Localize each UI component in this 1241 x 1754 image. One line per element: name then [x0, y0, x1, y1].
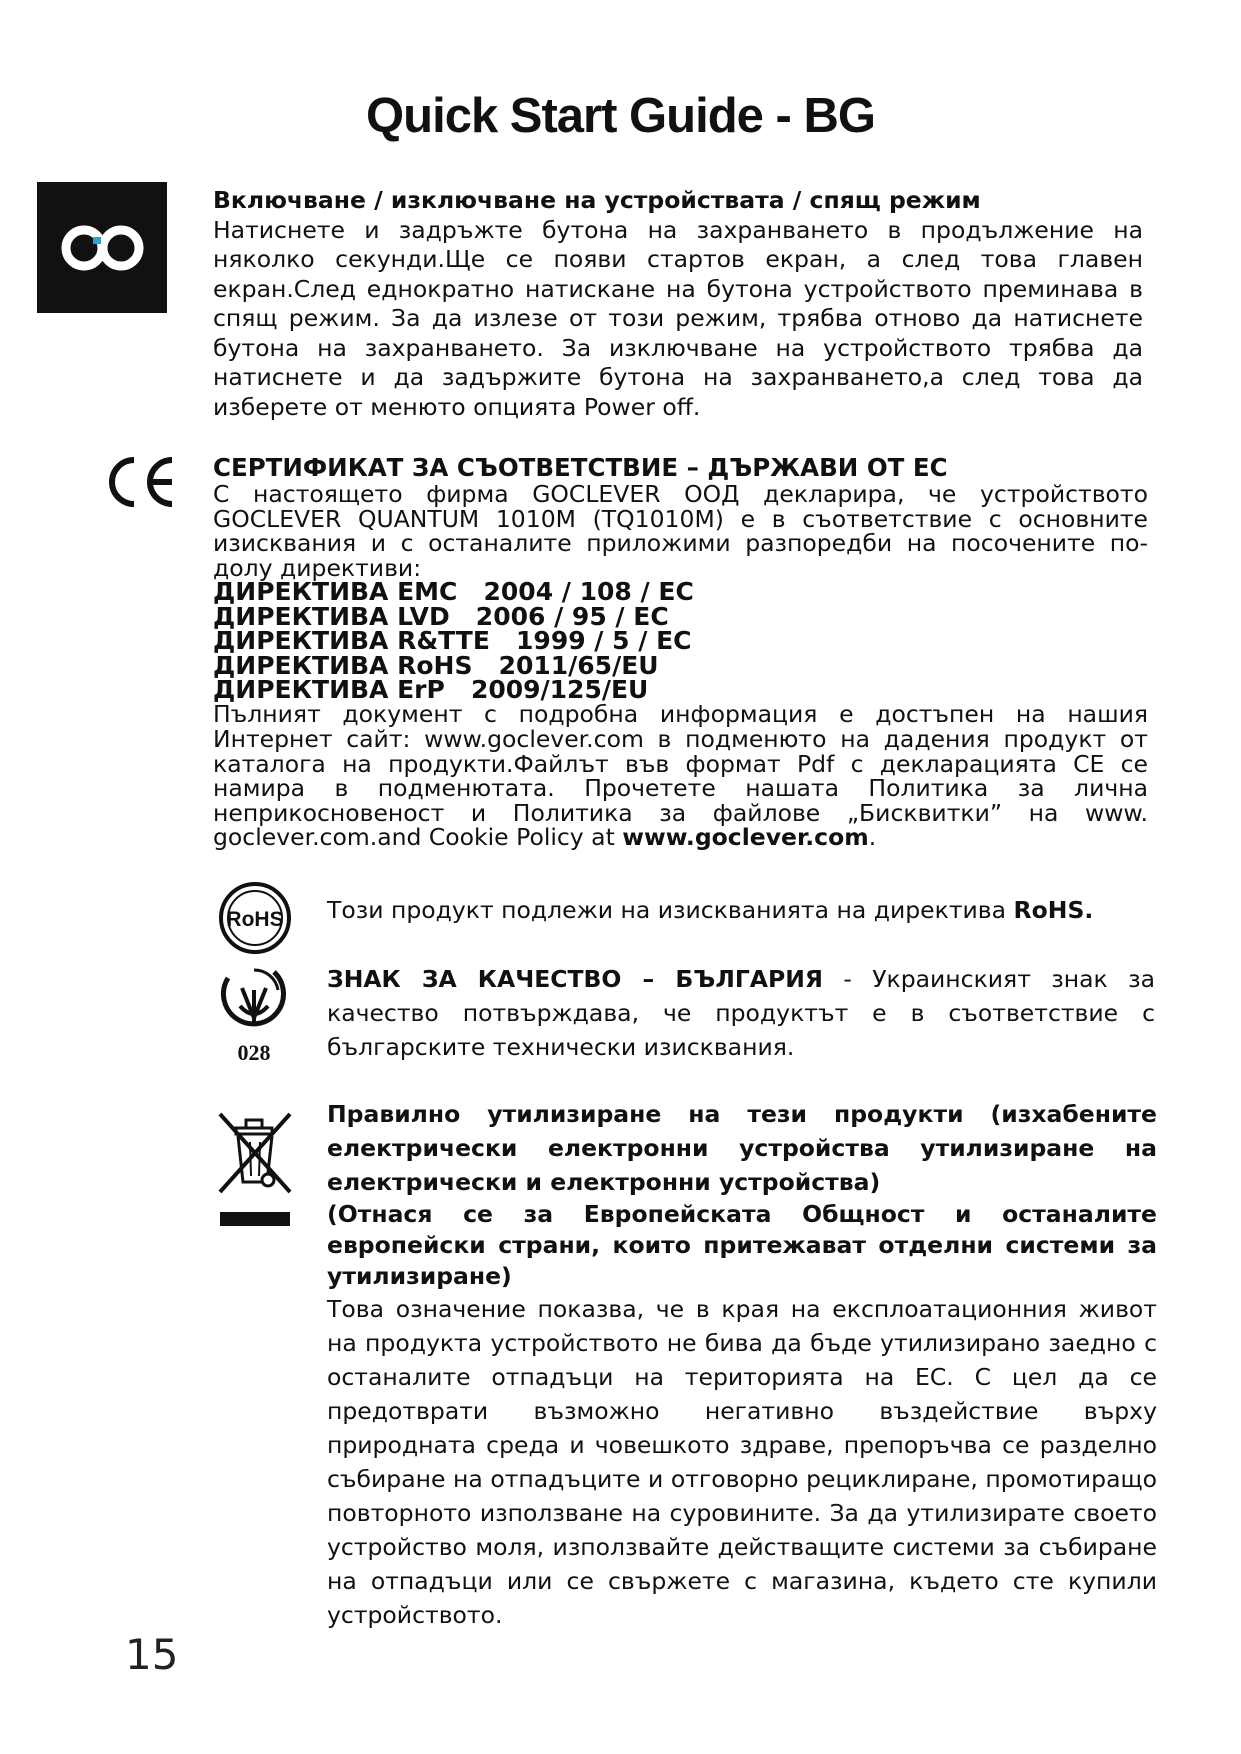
ce-mark-icon [100, 452, 180, 512]
rohs-icon [217, 880, 293, 956]
power-heading: Включване / изключване на устройствата / спящ режим [213, 186, 981, 214]
directive-item: ДИРЕКТИВА RoHS 2011/65/EU [213, 650, 659, 680]
power-section [213, 186, 1143, 422]
weee-body: Това означение показва, че в края на експлоатационния живот на продукта устройството не бива да бъде утилизирано заедно с останалите отпадъци на територията на ЕС. С цел да се предотврати възможно негативно въздействие върху природната среда и човешкото здраве, препоръчва се разделно събиране на отпадъците и отговорно рециклиране, промотиращо повторното използване на суровините. За да утилизирате своето устройство моля, използвайте действащите системи за събиране на отпадъци или се свържете с магазина, където сте купили устройството. [327, 1295, 1157, 1629]
page-title: Quick Start Guide - BG [366, 89, 875, 143]
quality-mark-icon [214, 960, 294, 1065]
directive-item: ДИРЕКТИВА R&TTE 1999 / 5 / EC [213, 626, 692, 656]
go-logo-icon [37, 182, 167, 313]
weee-section [327, 1097, 1157, 1632]
page-number: 15 [125, 1630, 179, 1679]
ce-outro-end: . [868, 823, 877, 852]
power-body: Натиснете и задръжте бутона на захранването в продължение на няколко секунди.Ще се появи стартов екран, а след това главен екран.След еднократно натискане на бутона устройството преминава в спящ режим. За да излезе от този режим, трябва отново да натиснете бутона на захранването. За изключване на устройството трябва да натиснете и да задържите бутона на захранването,а след това да изберете от менюто опцията Power off. [213, 215, 1143, 421]
quality-heading: ЗНАК ЗА КАЧЕСТВО – БЪЛГАРИЯ [327, 965, 823, 993]
quality-section [327, 962, 1155, 1064]
rohs-icon-label: RoHS [226, 908, 284, 931]
rohs-text-bold: RoHS. [1013, 896, 1094, 924]
ce-section [213, 454, 1148, 850]
directive-item: ДИРЕКТИВА EMC 2004 / 108 / EC [213, 577, 694, 607]
directive-item: ДИРЕКТИВА ErP 2009/125/EU [213, 675, 649, 704]
ce-heading: СЕРТИФИКАТ ЗА СЪОТВЕТСТВИЕ – ДЪРЖАВИ ОТ ЕС [213, 453, 948, 482]
ce-intro: С настоящето фирма GOCLEVER ООД декларира, че устройството GOCLEVER QUANTUM 1010M (TQ1010M) е в съответствие с основните изисквания и с останалите приложими разпоредби на посочените по-долу директиви: [213, 480, 1148, 582]
rohs-section [327, 896, 1157, 926]
weee-heading: Правилно утилизиране на тези продукти (изхабените електрически електронни устройства утилизиране на електрически и електронни устройства) [327, 1100, 1157, 1196]
quality-icon-label: 028 [237, 1040, 271, 1065]
directive-item: ДИРЕКТИВА LVD 2006 / 95 / EC [213, 601, 669, 631]
goclever-link[interactable]: www.goclever.com [622, 823, 869, 852]
weee-subheading: (Отнася се за Европейската Общност и останалите европейски страни, които притежават отделни системи за утилизиране) [327, 1200, 1157, 1290]
ce-outro-text: Пълният документ с подробна информация е достъпен на нашия Интернет сайт: www.goclever.com в подменюто на дадения продукт от каталога на продукти.Файлът във формат Pdf с декларацията CE се намира в подменютата. Прочетете нашата Политика за лична неприкосновеност и Политика за файлове „Бисквитки” на www. goclever.com.and Cookie Policy at [213, 700, 1148, 852]
ce-outro [213, 702, 1148, 850]
goclever-logo [37, 182, 167, 313]
crossed-bin-icon [216, 1108, 294, 1228]
quality-text: - Украинският знак за качество потвърждава, че продуктът е в съответствие с българските технически изисквания. [327, 965, 1155, 1061]
rohs-text: Този продукт подлежи на изискванията на директива [327, 896, 1007, 924]
